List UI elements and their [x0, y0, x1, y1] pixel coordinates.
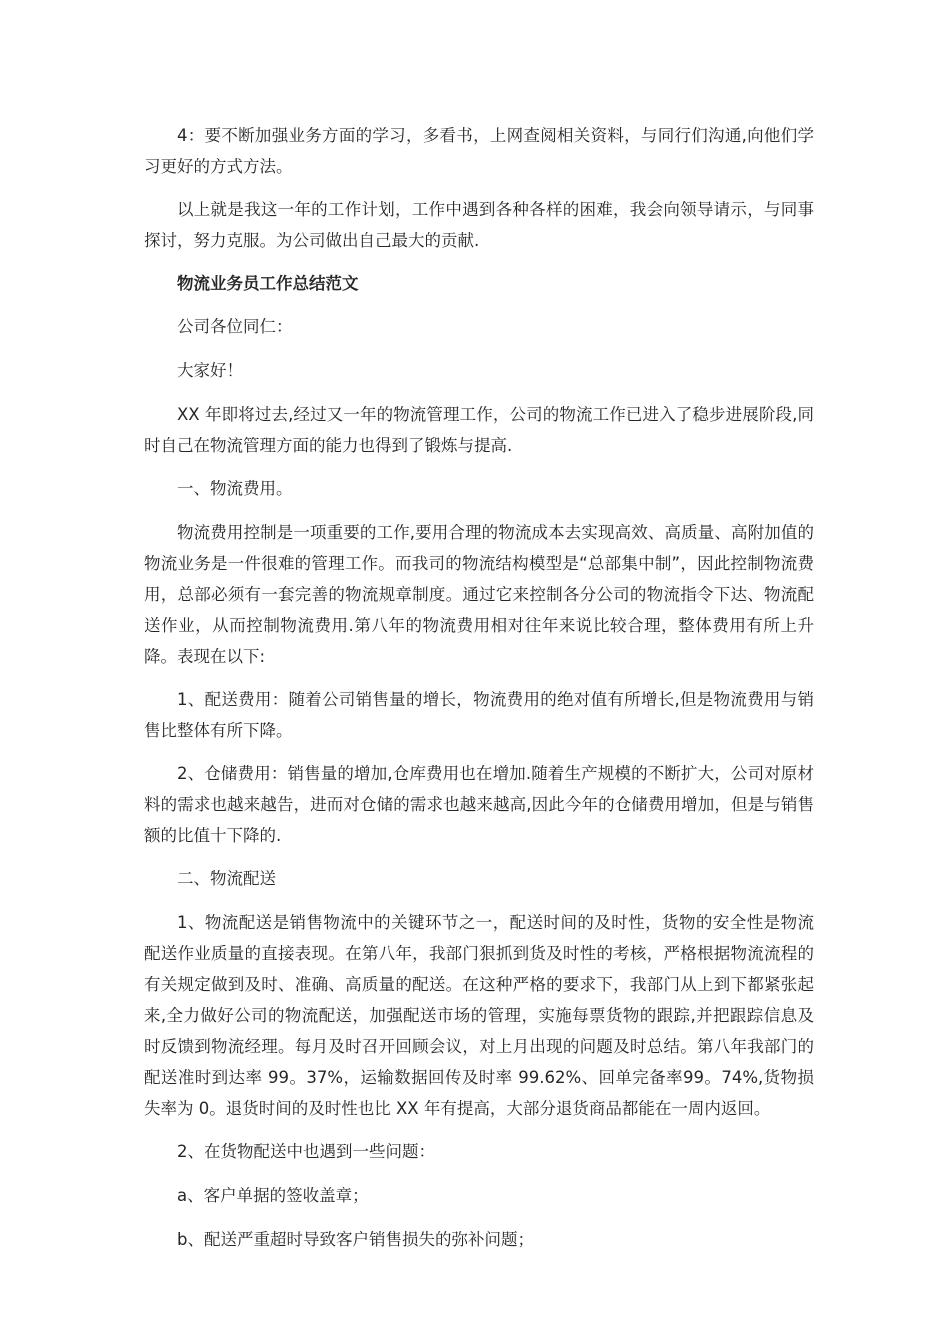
list-item-b: b、配送严重超时导致客户销售损失的弥补问题；: [177, 1230, 534, 1249]
greeting-colleagues: 公司各位同仁：: [177, 317, 293, 336]
section-heading-logistics-cost: 一、物流费用。: [177, 479, 293, 498]
greeting-hello: 大家好！: [177, 361, 243, 380]
paragraph-intro: XX 年即将过去,经过又一年的物流管理工作，公司的物流工作已进入了稳步进展阶段,同时自己在物流管理方面的能力也得到了锻炼与提高.: [144, 405, 814, 455]
paragraph-cost-control: 物流费用控制是一项重要的工作,要用合理的物流成本去实现高效、高质量、高附加值的物流业务是一件很难的管理工作。而我司的物流结构模型是“总部集中制”，因此控制物流费用，总部必须有一套完善的物流规章制度。通过它来控制各分公司的物流指令下达、物流配送作业，从而控制物流费用.第八年的物流费用相对往年来说比较合理，整体费用有所上升降。表现在以下:: [144, 523, 814, 666]
section-heading-logistics-delivery: 二、物流配送: [177, 869, 276, 888]
document-page: [144, 120, 814, 1268]
paragraph-delivery-performance: 1、物流配送是销售物流中的关键环节之一，配送时间的及时性，货物的安全性是物流配送作业质量的直接表现。在第八年，我部门狠抓到货及时性的考核，严格根据物流流程的有关规定做到及时、准确、高质量的配送。在这种严格的要求下，我部门从上到下都紧张起来,全力做好公司的物流配送，加强配送市场的管理，实施每票货物的跟踪,并把跟踪信息及时反馈到物流经理。每月及时召开回顾会议，对上月出现的问题及时总结。第八年我部门的配送准时到达率 99。37%，运输数据回传及时率 99.62%、回单完备率99。74%,货物损失率为 0。退货时间的及时性也比 XX 年有提高，大部分退货商品都能在一周内返回。: [144, 913, 814, 1118]
document-title: 物流业务员工作总结范文: [177, 274, 359, 293]
list-item-a: a、客户单据的签收盖章；: [177, 1186, 369, 1205]
paragraph-storage-cost: 2、仓储费用：销售量的增加,仓库费用也在增加.随着生产规模的不断扩大，公司对原材料的需求也越来越告，进而对仓储的需求也越来越高,因此今年的仓储费用增加，但是与销售额的比值十下降的.: [144, 764, 814, 845]
paragraph-study-plan: 4：要不断加强业务方面的学习，多看书，上网查阅相关资料，与同行们沟通,向他们学习更好的方式方法。: [144, 126, 814, 176]
paragraph-conclusion: 以上就是我这一年的工作计划，工作中遇到各种各样的困难，我会向领导请示，与同事探讨，努力克服。为公司做出自己最大的贡献.: [144, 200, 814, 250]
paragraph-delivery-cost: 1、配送费用：随着公司销售量的增长，物流费用的绝对值有所增长,但是物流费用与销售比整体有所下降。: [144, 690, 814, 740]
paragraph-delivery-problems: 2、在货物配送中也遇到一些问题：: [177, 1142, 435, 1161]
